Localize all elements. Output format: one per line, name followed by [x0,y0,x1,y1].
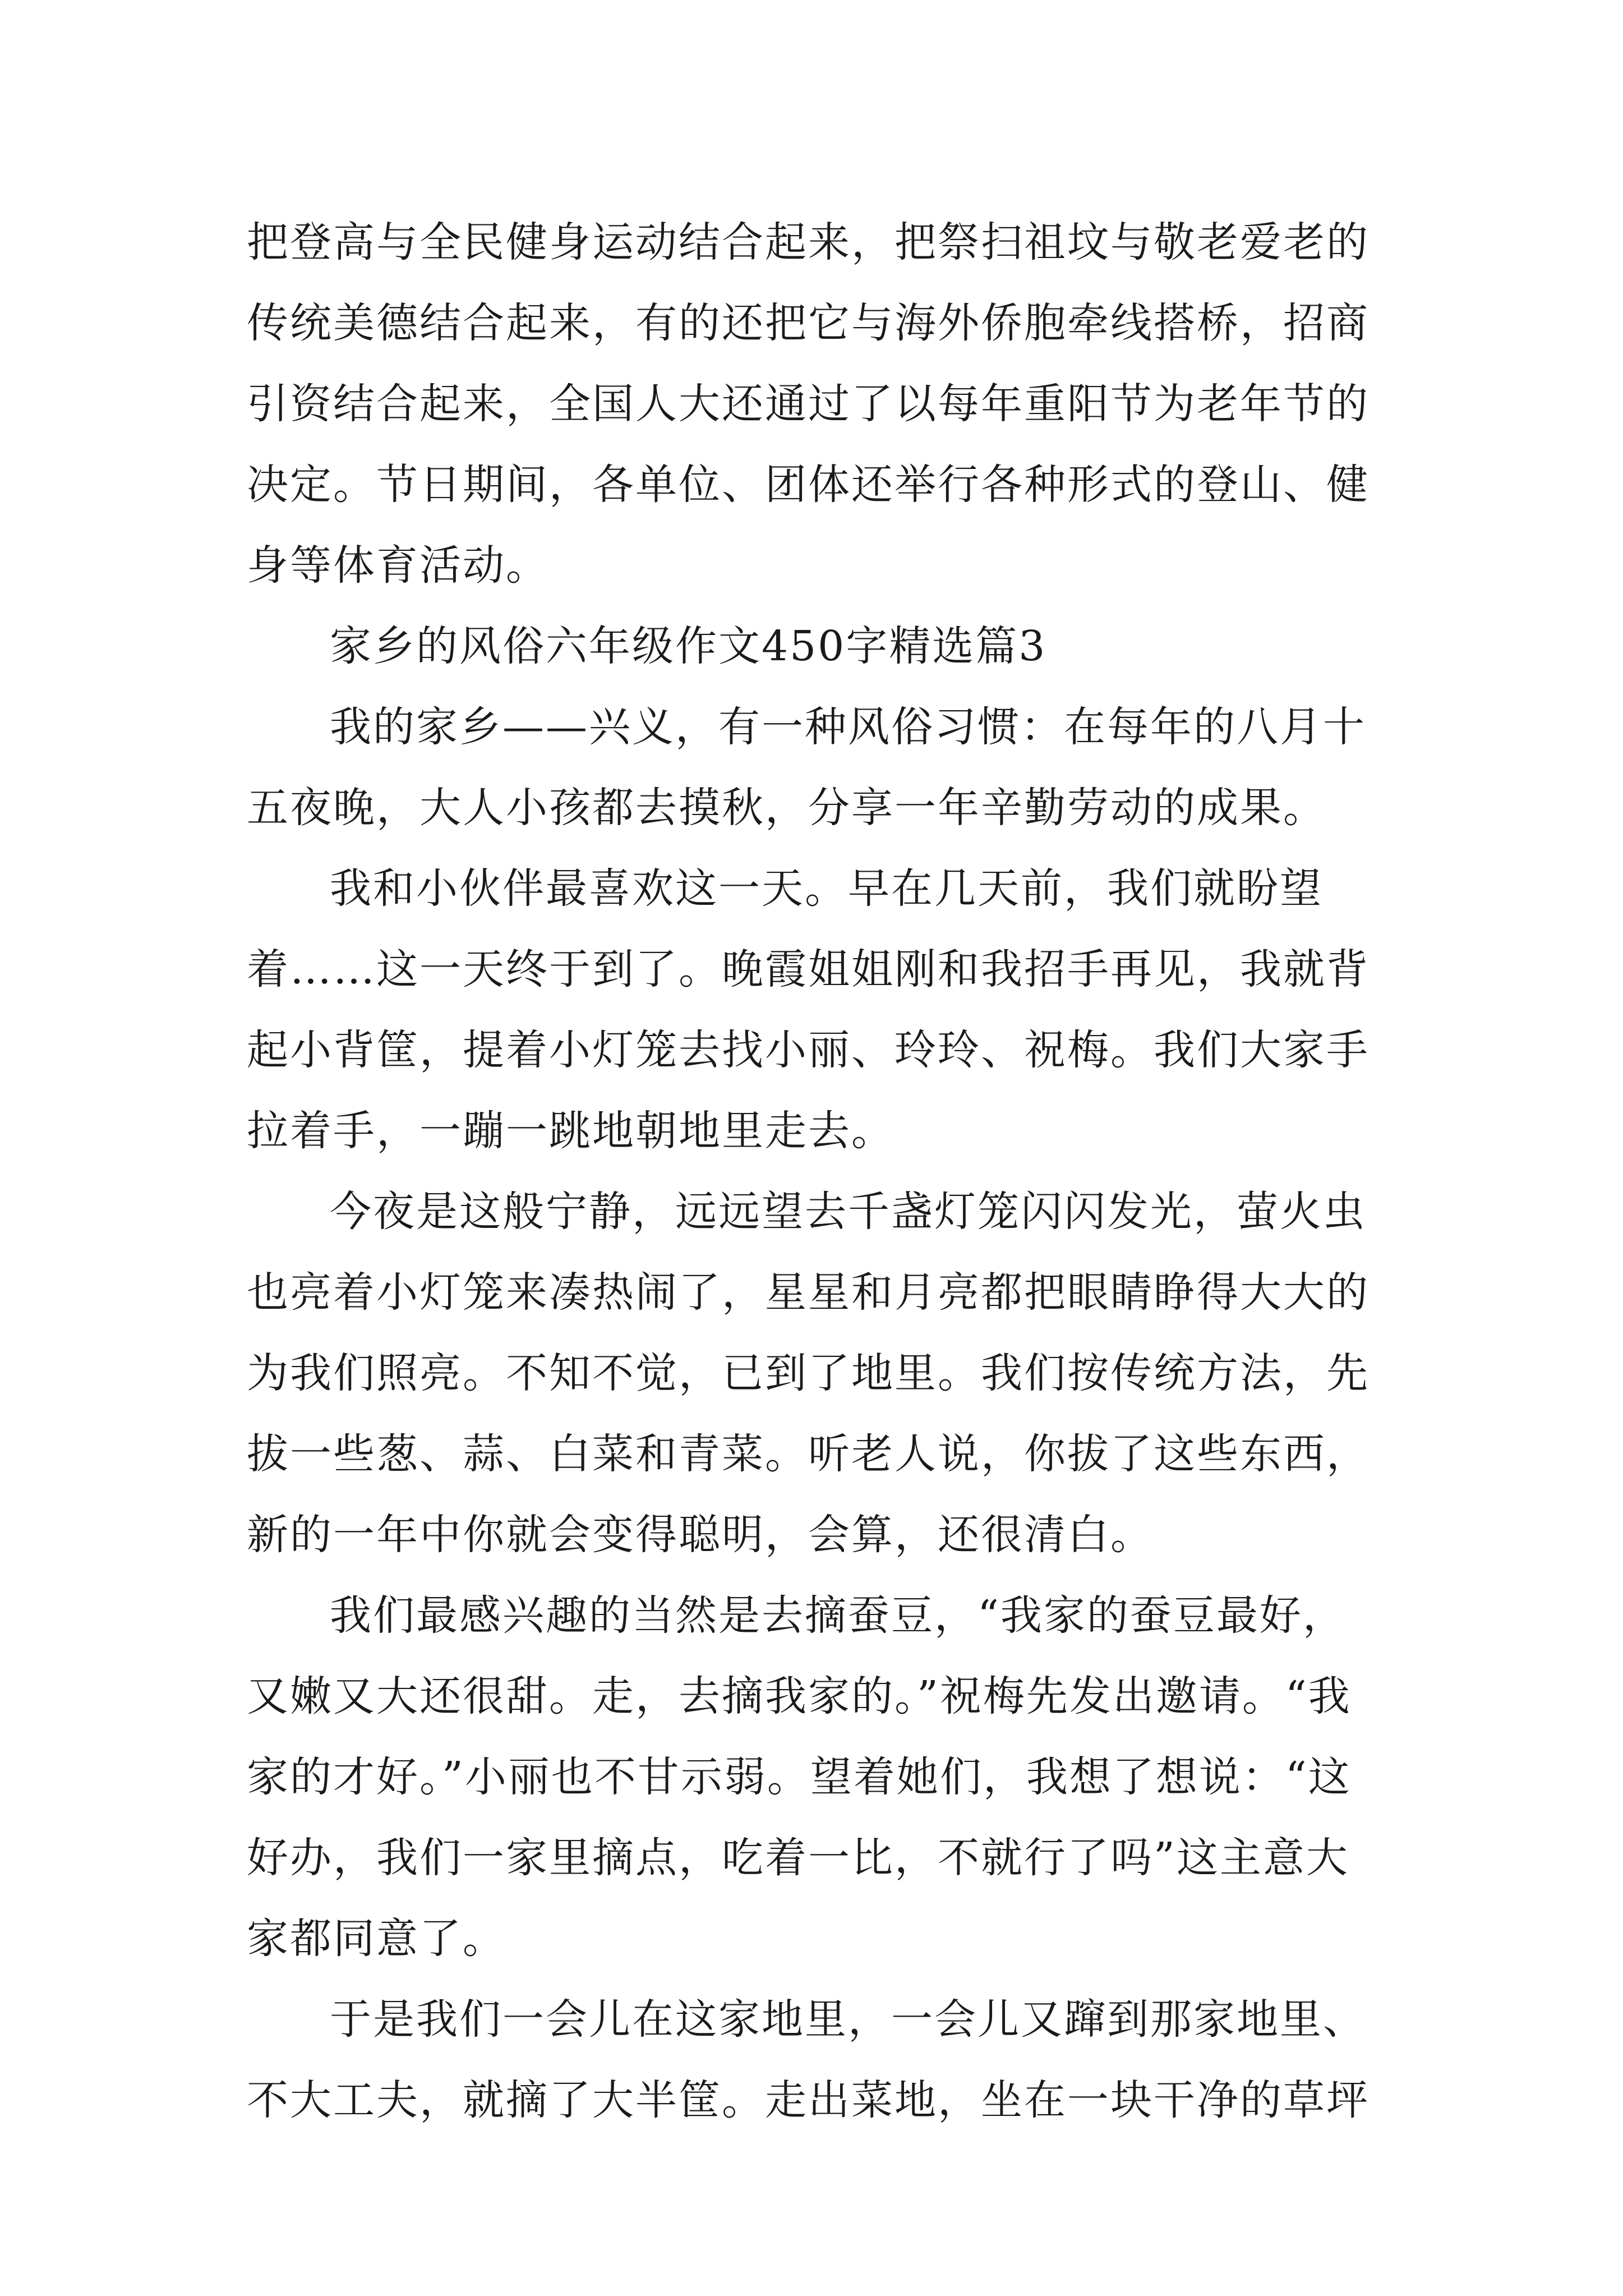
text-line: 于是我们一会儿在这家地里，一会儿又蹿到那家地里、 [330,1995,1366,2044]
text-line: 我们最感兴趣的当然是去摘蚕豆，“我家的蚕豆最好， [330,1591,1346,1640]
text-line: 引资结合起来，全国人大还通过了以每年重阳节为老年节的 [247,380,1370,428]
text-line: 今夜是这般宁静，远远望去千盏灯笼闪闪发光，萤火虫 [330,1188,1366,1236]
document-body [247,202,1391,2141]
text-line: 拔一些葱、蒜、白菜和青菜。听老人说，你拔了这些东西， [247,1430,1370,1478]
text-line: 身等体育活动。 [247,541,549,590]
section-heading: 家乡的风俗六年级作文450字精选篇3 [330,622,1047,670]
text-line: 起小背筐，提着小灯笼去找小丽、玲玲、祝梅。我们大家手 [247,1026,1370,1074]
text-line: 又嫩又大还很甜。走，去摘我家的。”祝梅先发出邀请。“我 [247,1672,1352,1720]
text-line: 为我们照亮。不知不觉，已到了地里。我们按传统方法，先 [247,1349,1370,1397]
text-line: 着……这一天终于到了。晚霞姐姐刚和我招手再见，我就背 [247,945,1370,993]
text-line: 好办，我们一家里摘点，吃着一比，不就行了吗”这主意大 [247,1834,1349,1882]
text-line: 新的一年中你就会变得聪明，会算，还很清白。 [247,1511,1154,1559]
text-line: 家都同意了。 [247,1915,506,1963]
text-line: 决定。节日期间，各单位、团体还举行各种形式的登山、健 [247,461,1370,509]
text-line: 我的家乡——兴义，有一种风俗习惯：在每年的八月十 [330,703,1366,751]
text-line: 把登高与全民健身运动结合起来，把祭扫祖坟与敬老爱老的 [247,218,1370,266]
text-line: 也亮着小灯笼来凑热闹了，星星和月亮都把眼睛睁得大大的 [247,1268,1370,1317]
text-line: 不大工夫，就摘了大半筐。走出菜地，坐在一块干净的草坪 [247,2076,1370,2124]
text-line: 家的才好。”小丽也不甘示弱。望着她们，我想了想说：“这 [247,1753,1352,1801]
text-line: 五夜晚，大人小孩都去摸秋，分享一年辛勤劳动的成果。 [247,784,1326,832]
text-line: 我和小伙伴最喜欢这一天。早在几天前，我们就盼望 [330,864,1323,913]
text-line: 拉着手，一蹦一跳地朝地里走去。 [247,1107,895,1155]
text-line: 传统美德结合起来，有的还把它与海外侨胞牵线搭桥，招商 [247,299,1370,347]
